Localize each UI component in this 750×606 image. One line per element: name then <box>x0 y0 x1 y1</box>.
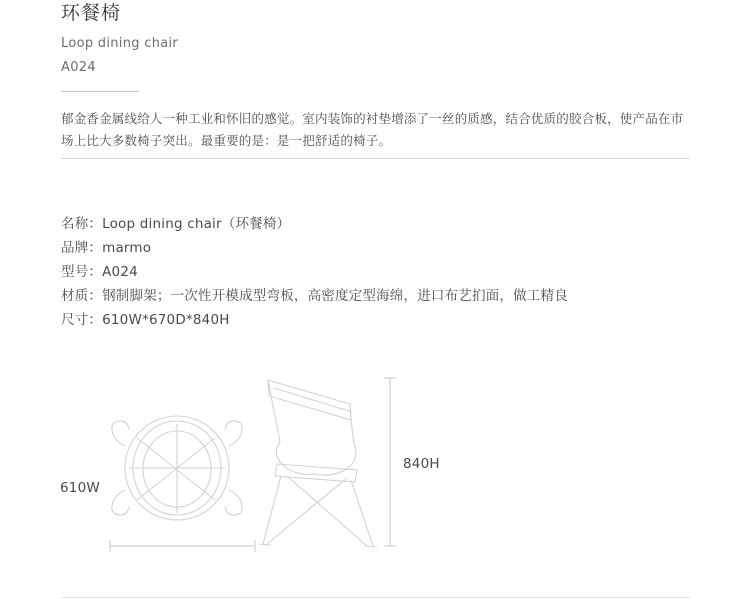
product-model-code: A024 <box>61 60 96 75</box>
dimension-label-width: 610W <box>60 480 100 496</box>
product-dimension-drawing <box>55 368 695 558</box>
product-intro-text: 郁金香金属线给人一种工业和怀旧的感觉。室内装饰的衬垫增添了一丝的质感，结合优质的胶合板，使产品在市场上比大多数椅子突出。最重要的是：是一把舒适的椅子。 <box>61 111 684 148</box>
spec-list <box>61 212 701 332</box>
dimension-label-height: 840H <box>403 456 440 472</box>
spec-item-model: 型号：A024 <box>61 264 138 280</box>
product-title-en: Loop dining chair <box>61 36 179 51</box>
spec-item-material: 材质：钢制脚架；一次性开模成型弯板，高密度定型海绵，进口布艺扪面，做工精良 <box>61 288 568 304</box>
page-bottom-divider <box>61 597 690 598</box>
spec-item-brand: 品牌：marmo <box>61 240 152 256</box>
product-header <box>61 0 691 152</box>
section-divider <box>61 158 690 159</box>
chair-line-art-icon <box>55 368 475 558</box>
title-divider <box>61 91 139 92</box>
spec-item-size: 尺寸：610W*670D*840H <box>61 312 230 328</box>
spec-item-name: 名称：Loop dining chair（环餐椅） <box>61 216 291 232</box>
page-title: 环餐椅 <box>61 2 122 24</box>
